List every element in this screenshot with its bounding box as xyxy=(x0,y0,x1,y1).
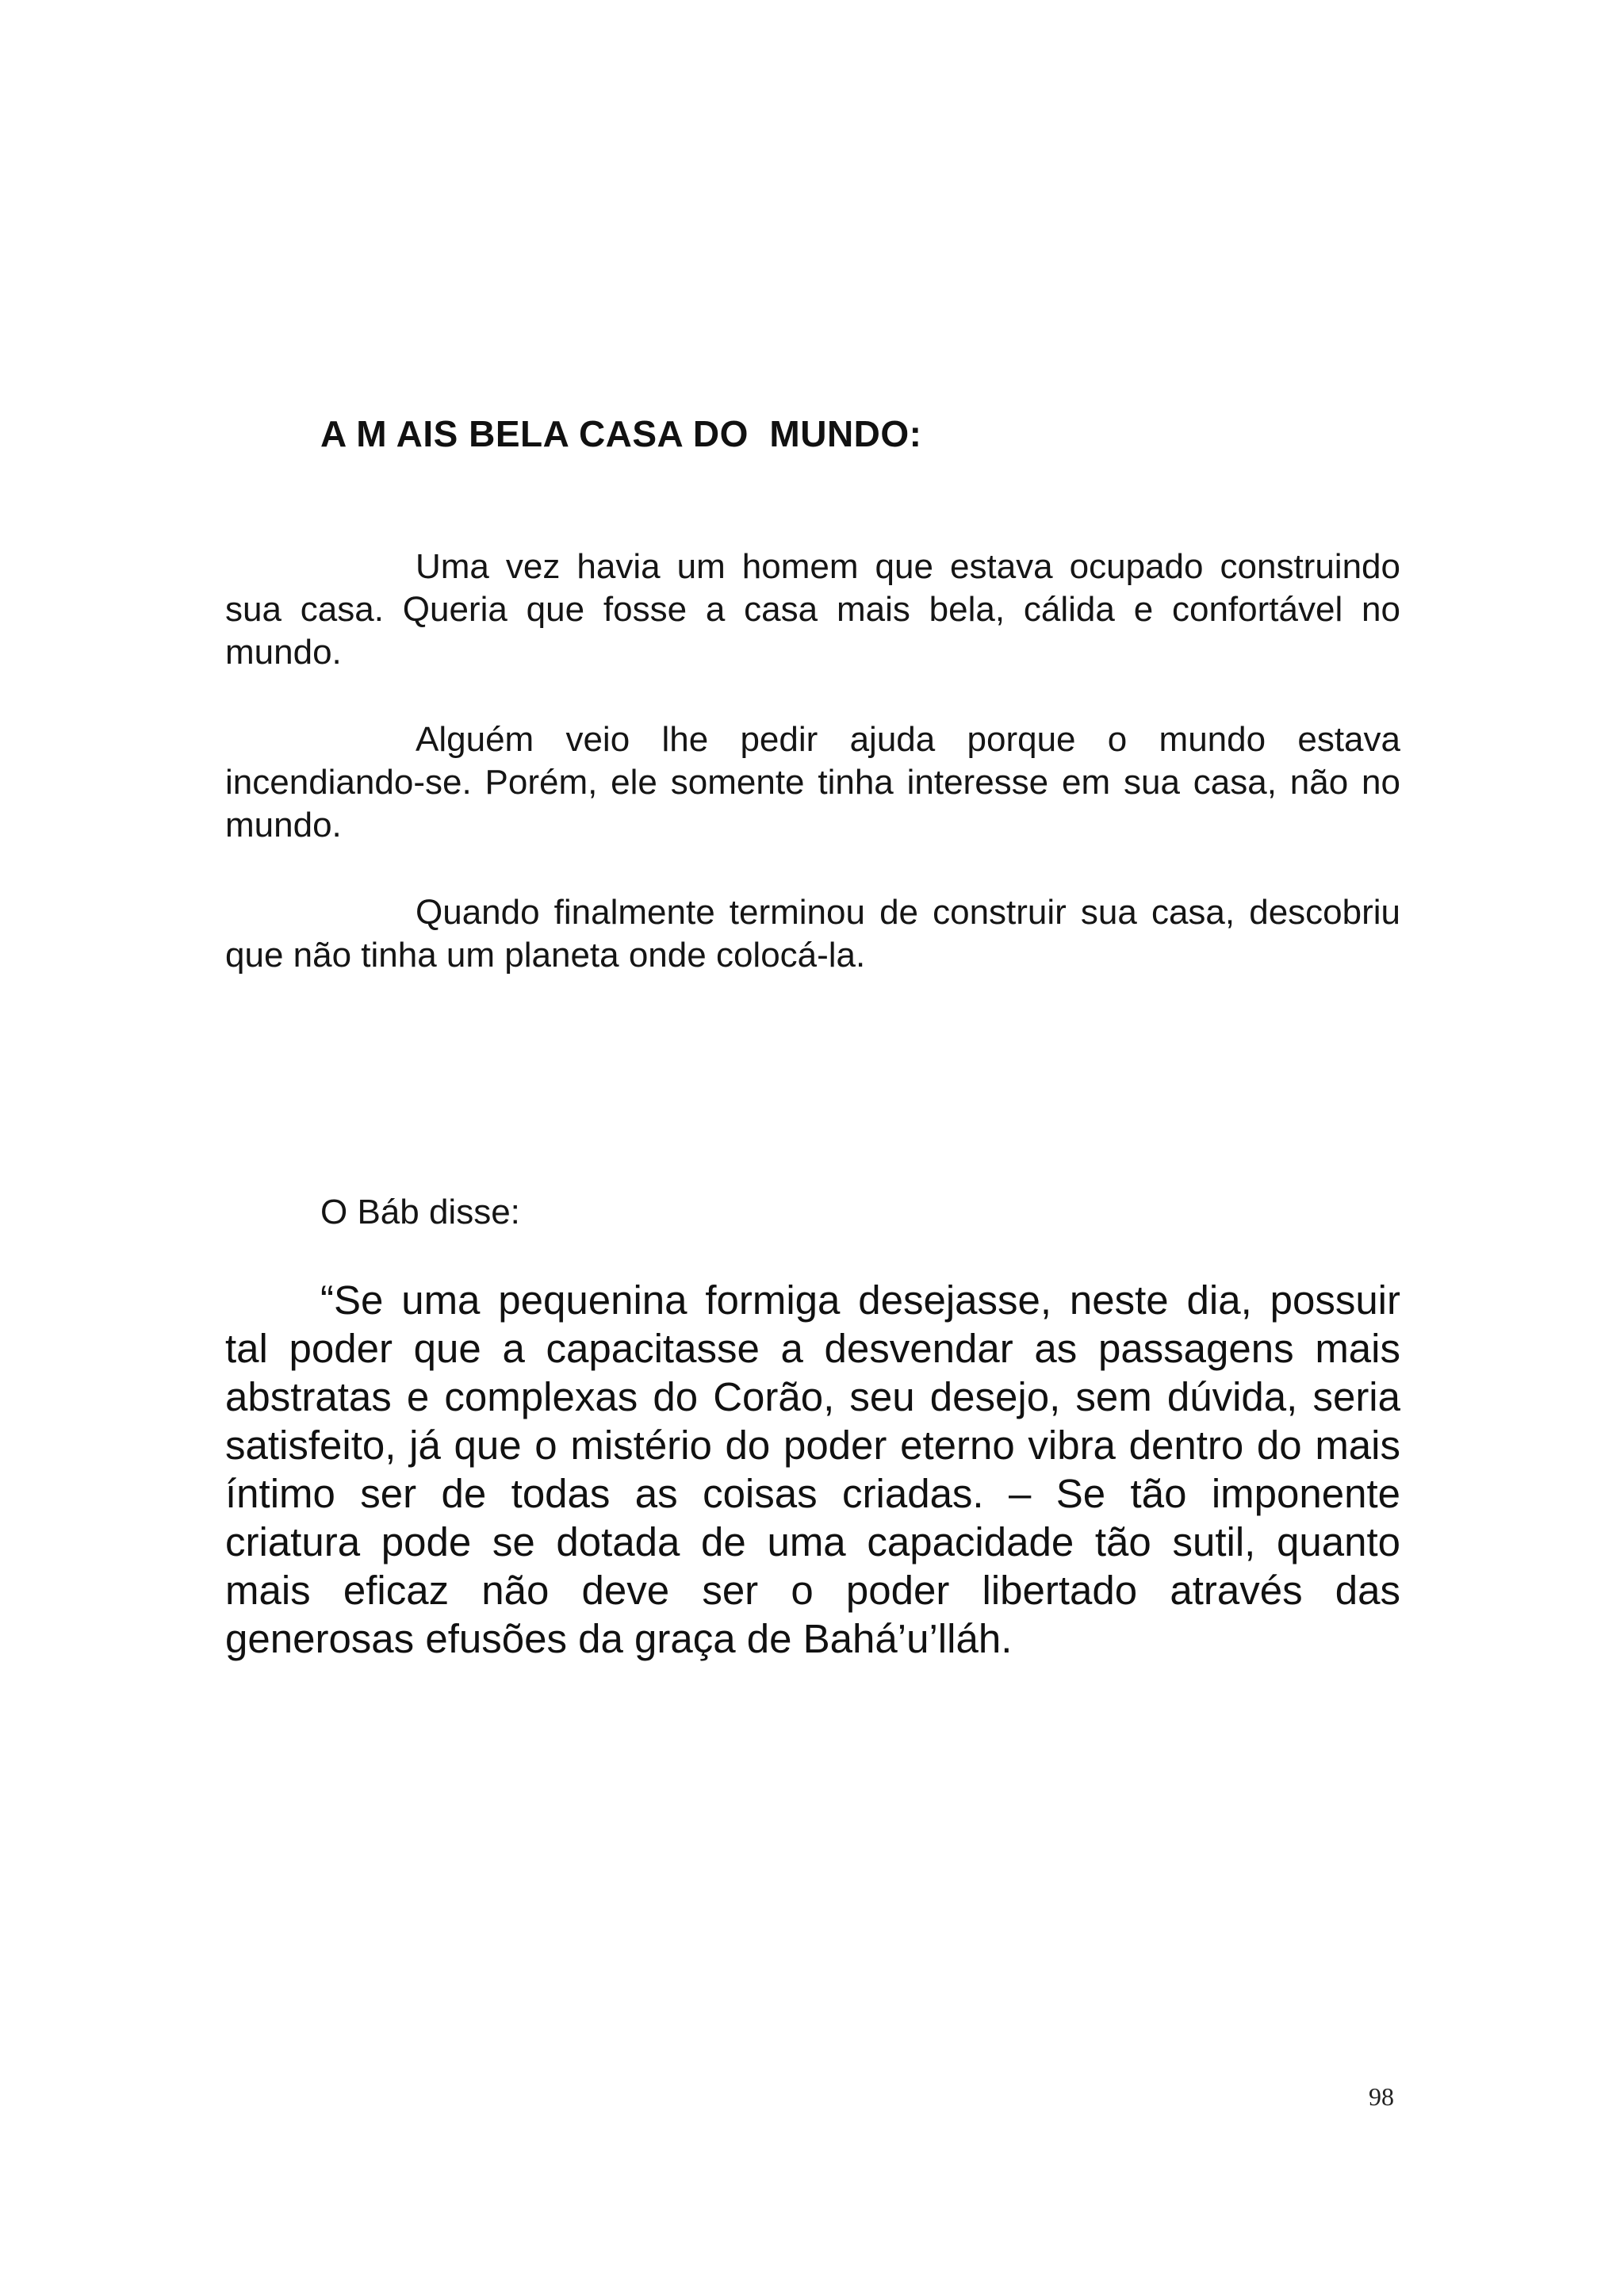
story-paragraph-1: Uma vez havia um homem que estava ocupado construindo sua casa. Queria que fosse a casa mais bela, cálida e confortável no mundo. xyxy=(225,547,1400,672)
quotation: “Se uma pequenina formiga desejasse, neste dia, possuir tal poder que a capacitasse a desvendar as passagens mais abstratas e complexas do Corão, seu desejo, sem dúvida, seria satisfeito, já que o mistério do poder eterno vibra dentro do mais íntimo ser de todas as coisas criadas. – Se tão imponente criatura pode se dotada de uma capacidade tão sutil, quanto mais eficaz não deve ser o poder libertado através das generosas efusões da graça de Bahá’u’lláh. xyxy=(225,1277,1400,1661)
page-number: 98 xyxy=(1369,2082,1394,2111)
story-paragraph-2: Alguém veio lhe pedir ajuda porque o mundo estava incendiando-se. Porém, ele somente tinha interesse em sua casa, não no mundo. xyxy=(225,720,1400,844)
story-paragraph-3: Quando finalmente terminou de construir sua casa, descobriu que não tinha um planeta onde colocá-la. xyxy=(225,893,1400,975)
story-title: A M AIS BELA CASA DO MUNDO: xyxy=(320,413,922,454)
quote-intro: O Báb disse: xyxy=(320,1193,520,1231)
